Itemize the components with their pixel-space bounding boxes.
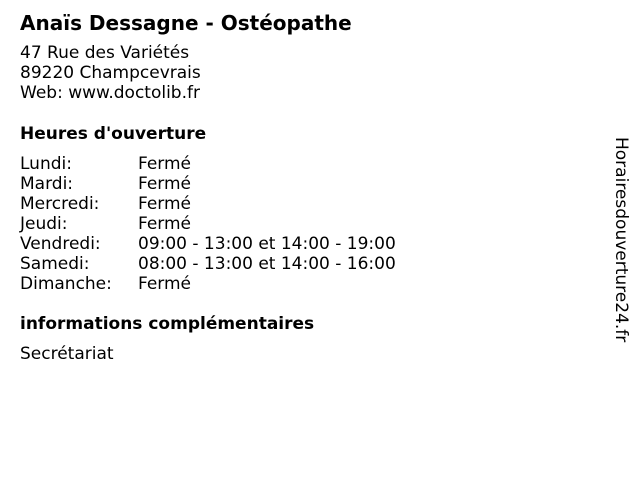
hours-value: Fermé	[138, 214, 192, 234]
address-block	[20, 43, 201, 103]
day-label: Jeudi:	[20, 214, 68, 234]
day-label: Mercredi:	[20, 194, 100, 214]
hours-value: Fermé	[138, 274, 192, 294]
hours-value: 09:00 - 13:00 et 14:00 - 19:00	[138, 234, 396, 254]
city-address: 89220 Champcevrais	[20, 63, 201, 83]
page-title: Anaïs Dessagne - Ostéopathe	[20, 11, 352, 35]
hours-value: Fermé	[138, 174, 192, 194]
street-address: 47 Rue des Variétés	[20, 43, 190, 63]
day-label: Vendredi:	[20, 234, 101, 254]
hours-value: 08:00 - 13:00 et 14:00 - 16:00	[138, 254, 396, 274]
day-label: Mardi:	[20, 174, 74, 194]
day-label: Lundi:	[20, 154, 72, 174]
day-label: Dimanche:	[20, 274, 112, 294]
website-link[interactable]: Web: www.doctolib.fr	[20, 83, 200, 103]
hours-value: Fermé	[138, 154, 192, 174]
additional-info-heading: informations complémentaires	[20, 314, 315, 334]
additional-info-text: Secrétariat	[20, 344, 114, 364]
opening-hours-heading: Heures d'ouverture	[20, 124, 207, 144]
day-label: Samedi:	[20, 254, 90, 274]
site-watermark: Horairesdouverture24.fr	[611, 137, 631, 343]
hours-value: Fermé	[138, 194, 192, 214]
